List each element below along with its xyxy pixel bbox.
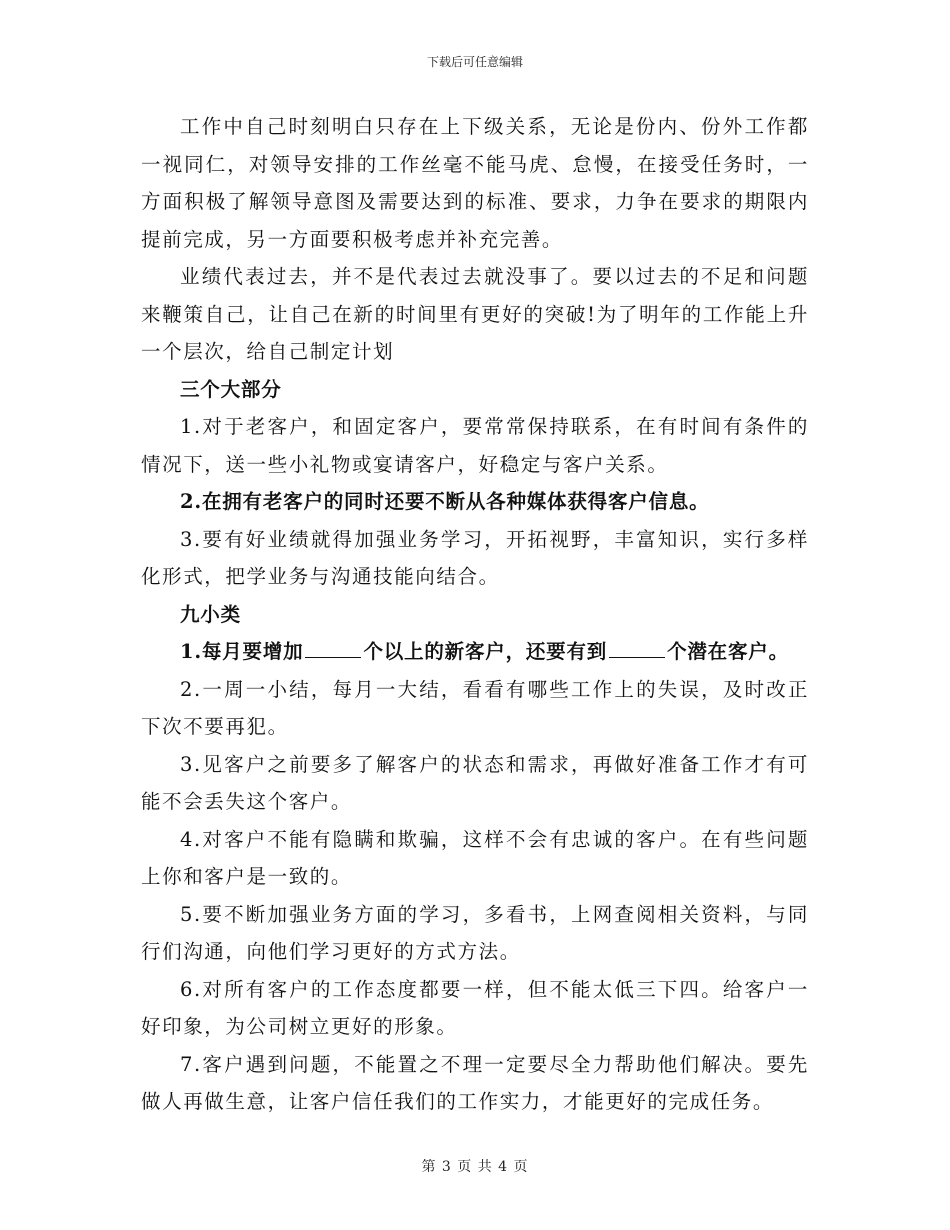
list-item-category-2: 2.一周一小结，每月一大结，看看有哪些工作上的失误，及时改正下次不要再犯。 <box>141 677 809 738</box>
category-1-text-c: 个潜在客户。 <box>667 640 789 663</box>
list-item-category-1 <box>141 633 809 671</box>
list-item-category-3: 3.见客户之前要多了解客户的状态和需求，再做好准备工作才有可能不会丢失这个客户。 <box>141 752 809 813</box>
document-body <box>141 108 809 1121</box>
paragraph-work-attitude: 工作中自己时刻明白只存在上下级关系，无论是份内、份外工作都一视同仁，对领导安排的工作丝毫不能马虎、怠慢，在接受任务时，一方面积极了解领导意图及需要达到的标准、要求，力争在要求的期限内提前完成，另一方面要积极考虑并补充完善。 <box>141 115 809 251</box>
category-1-text-a: 1.每月要增加 <box>180 640 304 663</box>
fill-in-blank-new-clients <box>305 637 361 658</box>
list-item-category-7: 7.客户遇到问题，不能置之不理一定要尽全力帮助他们解决。要先做人再做生意，让客户信任我们的工作实力，才能更好的完成任务。 <box>141 1052 809 1113</box>
page-footer: 第 3 页 共 4 页 <box>421 1159 529 1175</box>
list-item-part-1: 1.对于老客户，和固定客户，要常常保持联系，在有时间有条件的情况下，送一些小礼物或宴请客户，好稳定与客户关系。 <box>141 415 809 476</box>
paragraph-performance: 业绩代表过去，并不是代表过去就没事了。要以过去的不足和问题来鞭策自己，让自己在新的时间里有更好的突破!为了明年的工作能上升一个层次，给自己制定计划 <box>141 265 809 363</box>
page-header: 下载后可任意编辑 <box>426 55 523 69</box>
section-heading-nine-categories: 九小类 <box>180 602 241 626</box>
fill-in-blank-potential-clients <box>609 637 665 658</box>
category-1-text-b: 个以上的新客户，还要有到 <box>363 640 608 663</box>
list-item-category-5: 5.要不断加强业务方面的学习，多看书，上网查阅相关资料，与同行们沟通，向他们学习更好的方式方法。 <box>141 902 809 963</box>
list-item-category-4: 4.对客户不能有隐瞒和欺骗，这样不会有忠诚的客户。在有些问题上你和客户是一致的。 <box>141 827 809 888</box>
section-heading-three-parts: 三个大部分 <box>180 377 282 401</box>
list-item-part-3: 3.要有好业绩就得加强业务学习，开拓视野，丰富知识，实行多样化形式，把学业务与沟通技能向结合。 <box>141 527 809 588</box>
list-item-part-2: 2.在拥有老客户的同时还要不断从各种媒体获得客户信息。 <box>180 490 710 513</box>
list-item-category-6: 6.对所有客户的工作态度都要一样，但不能太低三下四。给客户一好印象，为公司树立更好的形象。 <box>141 977 809 1038</box>
